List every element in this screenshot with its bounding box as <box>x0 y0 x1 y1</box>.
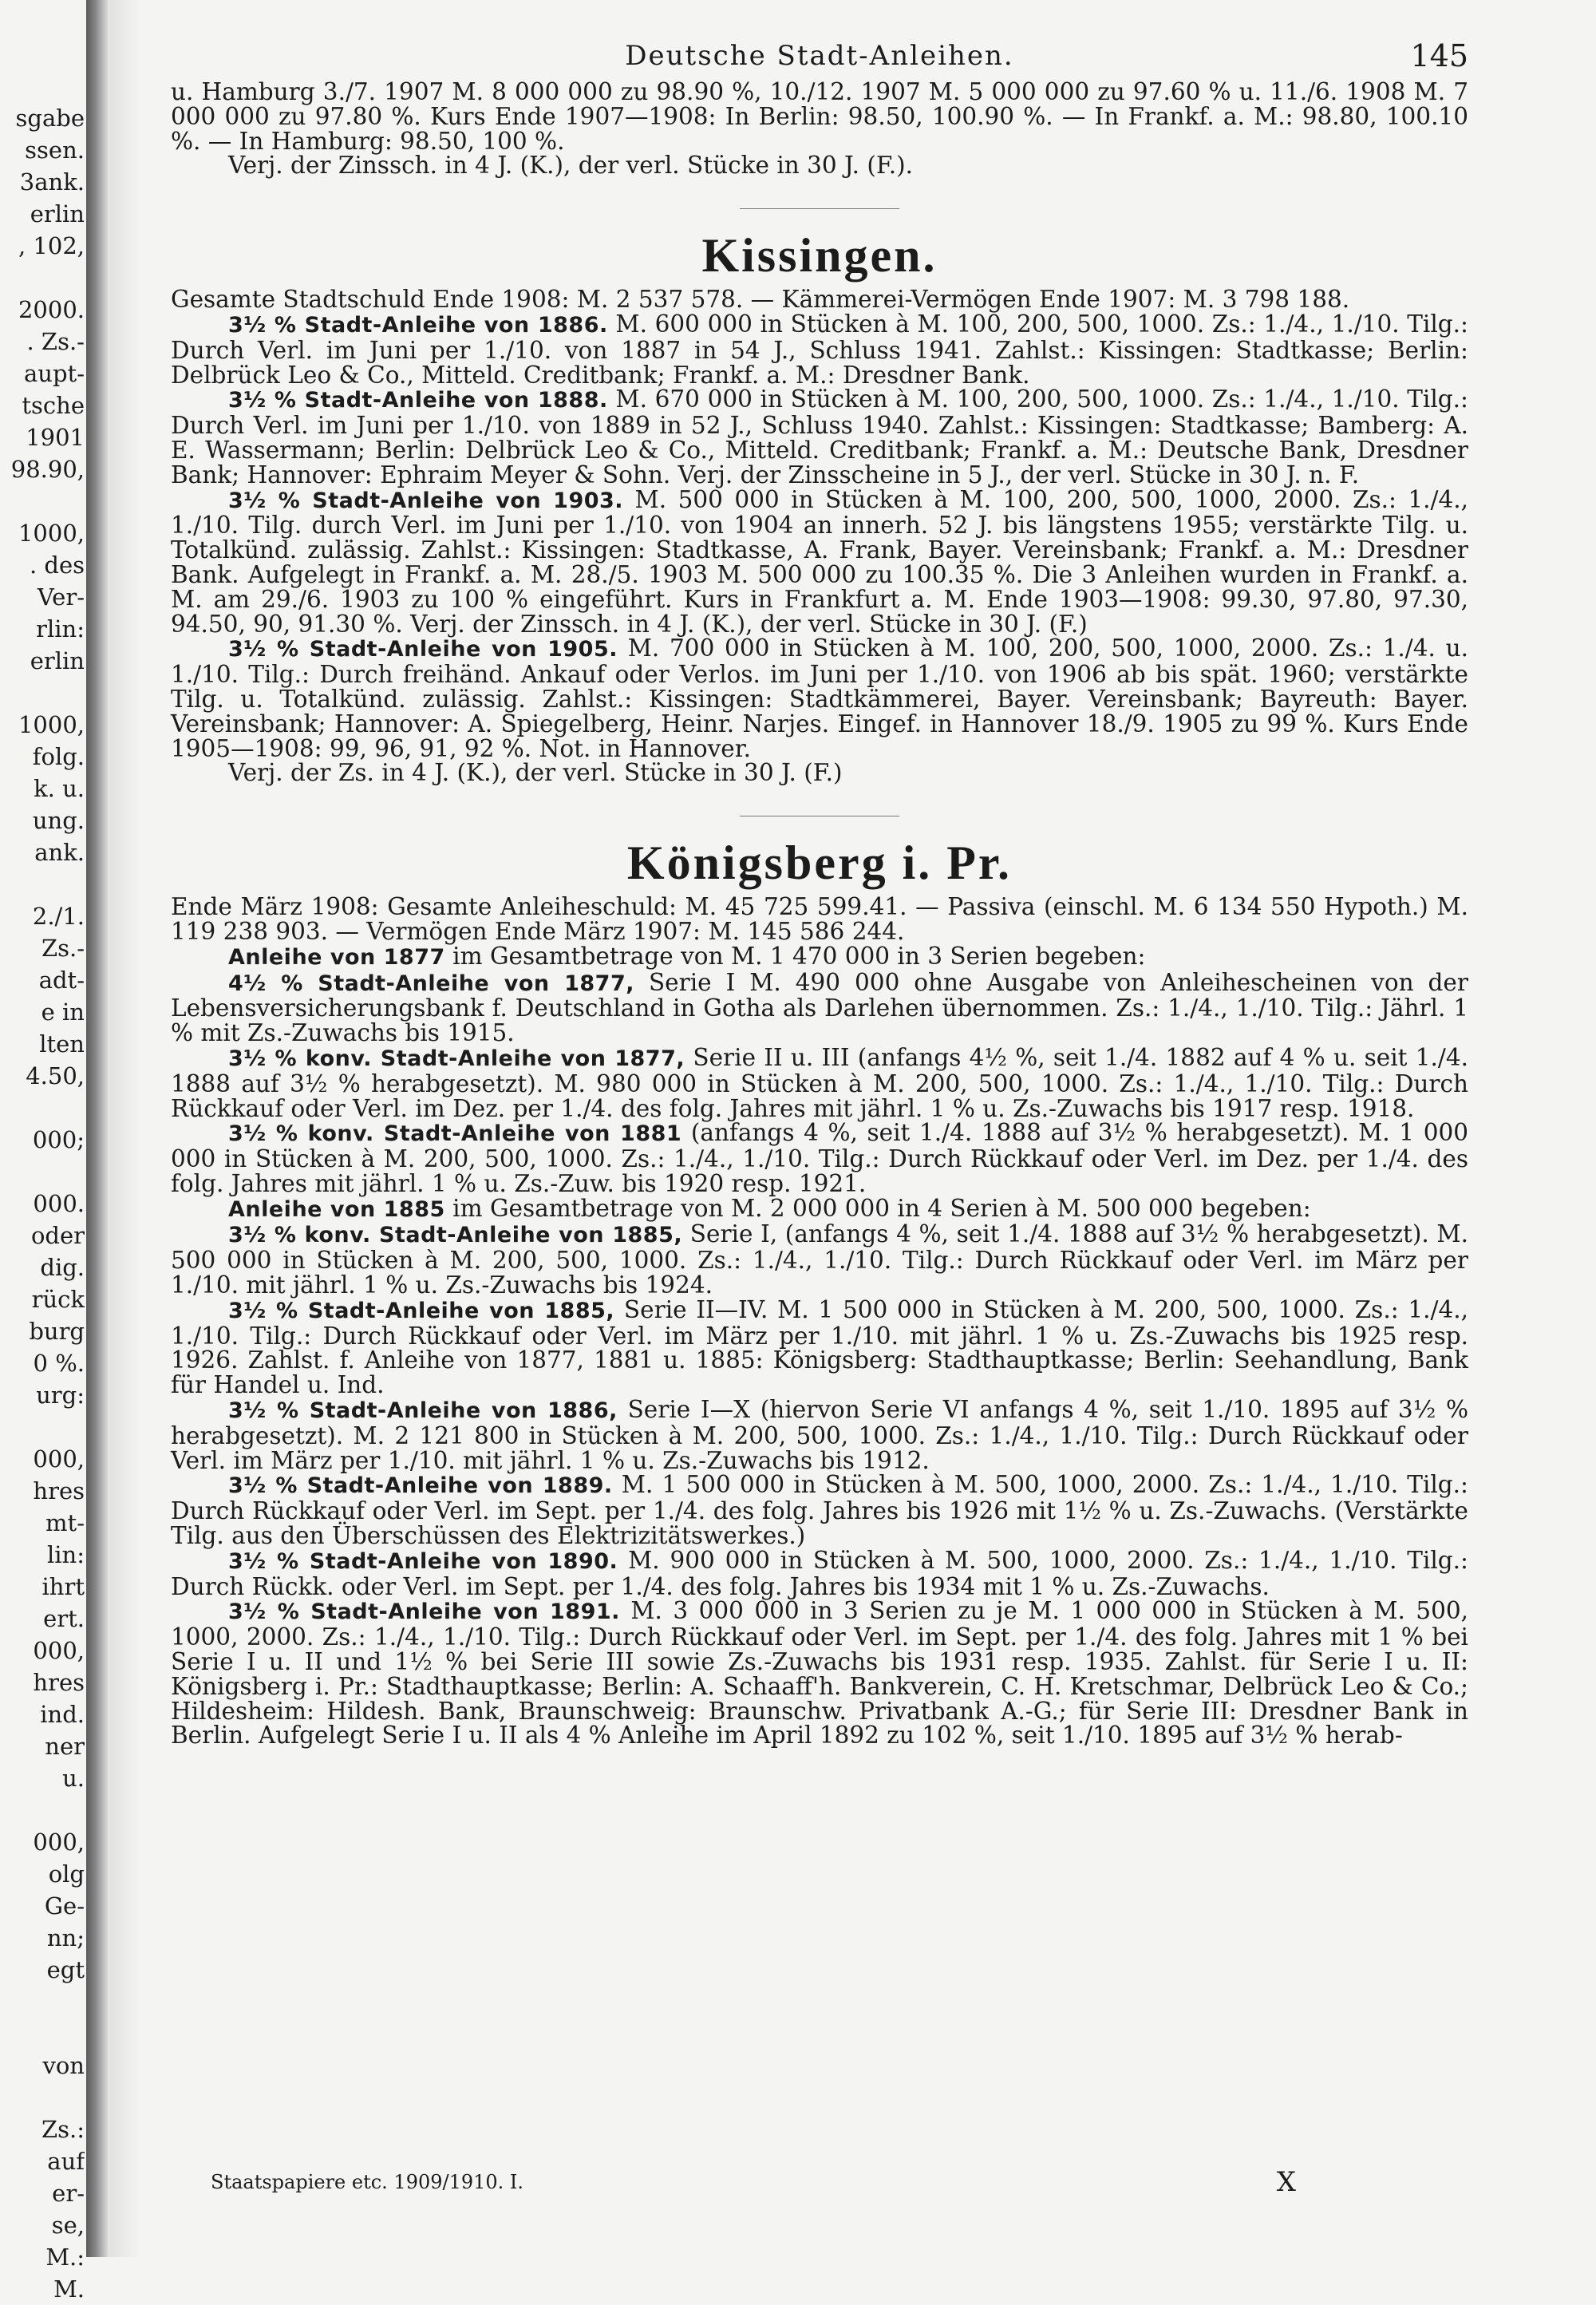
fragment-line: lin: <box>47 1541 85 1568</box>
fragment-line: olg <box>48 1860 85 1888</box>
loan-body: M. 3 000 000 in 3 Serien zu je M. 1 000 000 in Stücken à M. 500, 1000, 2000. Zs.: 1./4., 1./10. Tilg.: Durch Rückkauf oder Verl. im Sept. per 1./4. des folg. Jahres mit 1 % bei Serie I u. II und 1½ % bei Serie III sowie Zs.-Zuwachs bis 1931 resp. 1935. Zahlst. für Serie I u. II: Königsberg i. Pr.: Stadthauptkasse; Berlin: A. Schaaff'h. Bankverein, C. H. Kretschmar, Delbrück Leo & Co.; Hildesheim: Hildesh. Bank, Braunschweig: Braunschw. Privatbank A.-G.; für Serie III: Dresdner Bank in Berlin. Aufgelegt Serie I u. II als 4 % Anleihe im April 1892 zu 102 %, seit 1./10. 1895 auf 3½ % herab- <box>171 1597 1468 1750</box>
intro-paragraph: Verj. der Zinssch. in 4 J. (K.), der verl. Stücke in 30 J. (F.). <box>228 152 913 180</box>
footer-sheet-mark: X <box>1276 2166 1296 2198</box>
loan-body: Serie I—X (hiervon Serie VI anfangs 4 %, seit 1./10. 1895 auf 3½ % herabgesetzt). M. 2 121 800 in Stücken à M. 200, 500, 1000. Zs.: 1./4., 1./10. Tilg.: Durch Rückkauf oder Verl. im März per 1./10. mit jährl. 1 % u. Zs.-Zuwachs bis 1912. <box>171 1396 1469 1474</box>
fragment-line: erlin <box>30 647 85 674</box>
fragment-line <box>0 1986 85 2018</box>
loan-heading: 3½ % konv. Stadt-Anleihe von 1881 <box>228 1121 682 1147</box>
loan-heading: 3½ % Stadt-Anleihe von 1885, <box>228 1298 615 1323</box>
loan-heading: 3½ % Stadt-Anleihe von 1889. <box>228 1473 613 1499</box>
loan-body: Serie I M. 490 000 ohne Ausgabe von Anleihescheinen von der Lebensversicherungsbank f. Deutschland in Gotha als Darlehen übernommen. Zs.: 1./4., 1./10. Tilg.: Jährl. 1 % mit Zs.-Zuwachs bis 1915. <box>171 968 1468 1047</box>
fragment-line: tsche <box>22 392 85 419</box>
loan-body: Serie II—IV. M. 1 500 000 in Stücken à M. 200, 500, 1000. Zs.: 1./4., 1./10. Tilg.: Durch Rückkauf oder Verl. im März per 1./10. mit jährl. 1 % u. Zs.-Zuwachs bis 1925 resp. 1926. Zahlst. f. Anleihe von 1877, 1881 u. 1885: Königsberg: Stadthauptkasse; Berlin: Seehandlung, Bank für Handel u. Ind. <box>171 1295 1469 1399</box>
footer-signature: Staatspapiere etc. 1909/1910. I. <box>211 2171 524 2193</box>
fragment-line: Zs.- <box>41 935 85 962</box>
loan-entry <box>171 1548 1468 1599</box>
loan-heading: 3½ % Stadt-Anleihe von 1905. <box>228 637 618 662</box>
fragment-line <box>0 677 85 709</box>
fragment-line: lten <box>39 1030 85 1058</box>
running-head-title: Deutsche Stadt-Anleihen. <box>625 40 1014 72</box>
fragment-line <box>0 485 85 517</box>
fragment-line: ung. <box>32 807 85 834</box>
fragment-line: 000, <box>33 1637 85 1664</box>
loan-body: M. 700 000 in Stücken à M. 100, 200, 500, 1000, 2000. Zs.: 1./4. u. 1./10. Tilg.: Durch freihänd. Ankauf oder Verlos. im Juni per 1./10. von 1906 ab bis spät. 1960; verstärkte Tilg. u. Totalkünd. zulässig. Zahlst.: Kissingen: Stadtkämmerei, Bayer. Vereinsbank; Bayreuth: Bayer. Vereinsbank; Hannover: A. Spiegelberg, Heinr. Narjes. Eingef. in Hannover 18./9. 1905 zu 99 %. Kurs Ende 1905—1908: 99, 96, 91, 92 %. Not. in Hannover. <box>171 635 1468 762</box>
loan-body: (anfangs 4 %, seit 1./4. 1888 auf 3½ % herabgesetzt). M. 1 000 000 in Stücken à M. 200, 500, 1000. Zs.: 1./4., 1./10. Tilg.: Durch Rückkauf oder Verl. im Dez. per 1./4. des folg. Jahres mit jährl. 1 % u. Zs.-Zuw. bis 1920 resp. 1921. <box>171 1119 1469 1197</box>
fragment-line: M.: <box>45 2244 85 2271</box>
loan-heading: Anleihe von 1885 <box>228 1196 445 1222</box>
fragment-line: 1901 <box>26 424 85 451</box>
fragment-line: egt <box>46 1956 85 1983</box>
loan-body: im Gesamtbetrage von M. 1 470 000 in 3 Serien begeben: <box>444 942 1146 970</box>
loan-heading: 3½ % Stadt-Anleihe von 1891. <box>228 1599 620 1625</box>
fragment-line <box>0 1156 85 1188</box>
loan-body: M. 1 500 000 in Stücken à M. 500, 1000, 2000. Zs.: 1./4., 1./10. Tilg.: Durch Rückkauf oder Verl. im Sept. per 1./4. des folg. Jahres bis 1926 mit 1½ % u. Zs.-Zuwachs. (Verstärkte Tilg. aus den Überschüssen des Elektrizitätswerkes.) <box>171 1471 1468 1550</box>
loan-body: Serie I, (anfangs 4 %, seit 1./4. 1888 auf 3½ % herabgesetzt). M. 500 000 in Stücken à M. 200, 500, 1000. Zs.: 1./4., 1./10. Tilg.: Durch Rückkauf oder Verl. im März per 1./10. mit jährl. 1 % u. Zs.-Zuwachs bis 1924. <box>171 1220 1468 1299</box>
fragment-line: oder <box>30 1222 85 1249</box>
fragment-line: urg: <box>36 1382 85 1409</box>
fragment-line: rück <box>31 1286 85 1313</box>
fragment-line: se, <box>51 2212 85 2239</box>
fragment-line: 2000. <box>18 296 85 323</box>
fragment-line: 1000, <box>18 711 85 738</box>
fragment-line: Ver- <box>37 583 85 611</box>
page-fold-shadow <box>110 0 140 2257</box>
running-head <box>171 38 1468 80</box>
previous-page-fragment <box>0 102 85 2305</box>
fragment-line: 000. <box>33 1190 85 1217</box>
fragment-line: hres <box>33 1477 85 1504</box>
loan-heading: 3½ % Stadt-Anleihe von 1903. <box>228 488 624 513</box>
intro-paragraph: u. Hamburg 3./7. 1907 M. 8 000 000 zu 98.90 %, 10./12. 1907 M. 5 000 000 zu 97.60 % u. 11./6. 1908 M. 7 000 000 zu 97.80 %. Kurs Ende 1907—1908: In Berlin: 98.50, 100.90 %. — In Frankf. a. M.: 98.80, 100.10 %. — In Hamburg: 98.50, 100 %. <box>171 78 1468 155</box>
fragment-line: ert. <box>43 1605 85 1632</box>
loan-body: M. 500 000 in Stücken à M. 100, 200, 500, 1000, 2000. Zs.: 1./4., 1./10. Tilg. durch Verl. im Juni per 1./10. von 1904 an innerh. 52 J. bis längstens 1955; verstärkte Tilg. u. Totalkünd. zulässig. Zahlst.: Kissingen: Stadtkasse, A. Frank, Bayer. Vereinsbank; Frankf. a. M.: Dresdner Bank. Aufgelegt in Frankf. a. M. 28./5. 1903 M. 500 000 zu 100.35 %. Die 3 Anleihen wurden in Frankf. a. M. am 29./6. 1903 zu 100 % eingeführt. Kurs in Frankfurt a. M. Ende 1903—1908: 99.30, 97.80, 97.30, 94.50, 90, 91.30 %. Verj. der Zinssch. in 4 J. (K.), der verl. Stücke in 30 J. (F.) <box>171 485 1468 638</box>
fragment-line <box>0 2082 85 2113</box>
fragment-line: ssen. <box>25 136 85 164</box>
fragment-line: Ge- <box>44 1892 85 1920</box>
loan-entry <box>171 312 1468 387</box>
fragment-line: erlin <box>30 200 85 227</box>
fragment-line: dig. <box>40 1254 85 1281</box>
page-body <box>171 38 1468 1748</box>
loan-body: M. 900 000 in Stücken à M. 500, 1000, 2000. Zs.: 1./4., 1./10. Tilg.: Durch Rückk. oder Verl. im Sept. per 1./4. des folg. Jahres bis 1934 mit 1 % u. Zs.-Zuwachs. <box>171 1546 1468 1600</box>
fragment-line: . des <box>29 552 85 579</box>
loan-heading: Anleihe von 1877 <box>228 944 445 970</box>
fragment-line <box>0 868 85 900</box>
loan-heading: 4½ % Stadt-Anleihe von 1877, <box>228 971 634 996</box>
fragment-line: 000, <box>33 1445 85 1473</box>
fragment-line: u. <box>62 1765 85 1792</box>
loan-body: Serie II u. III (anfangs 4½ %, seit 1./4. 1882 auf 4 % u. seit 1./4. 1888 auf 3½ % herabgesetzt). M. 980 000 in Stücken à M. 200, 500, 1000. Zs.: 1./4., 1./10. Tilg.: Durch Rückkauf oder Verl. im Dez. per 1./4. des folg. Jahres mit jährl. 1 % u. Zs.-Zuwachs bis 1917 resp. 1918. <box>171 1043 1468 1122</box>
section-lead: Ende März 1908: Gesamte Anleiheschuld: M. 45 725 599.41. — Passiva (einschl. M. 6 134 550 Hypoth.) M. 119 238 903. — Vermögen Ende März 1907: M. 145 586 244. <box>171 893 1468 945</box>
page-number: 145 <box>1410 38 1468 73</box>
fragment-line: aupt- <box>24 360 85 387</box>
fragment-line: 3ank. <box>19 168 85 196</box>
fragment-line: hres <box>33 1669 85 1696</box>
loan-body: M. 600 000 in Stücken à M. 100, 200, 500, 1000. Zs.: 1./4., 1./10. Tilg.: Durch Verl. im Juni per 1./10. von 1887 in 54 J., Schluss 1941. Zahlst.: Kissingen: Stadtkasse; Berlin: Delbrück Leo & Co., Mitteld. Creditbank; Frankf. a. M.: Dresdner Bank. <box>171 310 1468 389</box>
fragment-line <box>0 1092 85 1124</box>
loan-heading: 3½ % konv. Stadt-Anleihe von 1877, <box>228 1046 685 1071</box>
fragment-line: k. u. <box>34 775 85 802</box>
section-divider <box>740 208 899 209</box>
fragment-line: nn; <box>46 1924 85 1951</box>
fragment-line: . Zs.- <box>26 328 85 355</box>
loan-entry <box>171 636 1468 761</box>
fragment-line: burg <box>29 1318 85 1345</box>
fragment-line <box>0 262 85 294</box>
fragment-line: M. <box>53 2275 85 2303</box>
fragment-line: auf <box>47 2148 85 2175</box>
fragment-line <box>0 2018 85 2050</box>
fragment-line: 2./1. <box>32 903 85 930</box>
fragment-line: sgabe <box>15 105 85 132</box>
fragment-line: ank. <box>34 839 85 866</box>
loan-entry <box>171 1599 1468 1748</box>
fragment-line <box>0 1411 85 1443</box>
loan-entry <box>171 968 1468 1047</box>
fragment-line: ner <box>45 1733 85 1760</box>
fragment-line: mt- <box>45 1509 85 1536</box>
fragment-line: 000, <box>33 1829 85 1856</box>
loan-entry <box>171 944 1468 971</box>
loan-entry <box>171 485 1468 638</box>
fragment-line <box>0 1794 85 1826</box>
fragment-line: 1000, <box>18 520 85 547</box>
loan-body: M. 670 000 in Stücken à M. 100, 200, 500, 1000. Zs.: 1./4., 1./10. Tilg.: Durch Verl. im Juni per 1./10. von 1889 in 52 J., Schluss 1940. Zahlst.: Kissingen: Stadtkasse; Bamberg: A. E. Wassermann; Berlin: Delbrück Leo & Co., Mitteld. Creditbank; Frankf. a. M.: Deutsche Bank, Dresdner Bank; Hannover: Ephraim Meyer & Sohn. Verj. der Zinsscheine in 5 J., der verl. Stücke in 30 J. n. F. <box>171 385 1468 488</box>
loan-heading: 3½ % Stadt-Anleihe von 1888. <box>228 388 608 413</box>
loan-heading: 3½ % Stadt-Anleihe von 1890. <box>228 1548 618 1574</box>
fragment-line: er- <box>52 2180 85 2207</box>
fragment-line: Zs.: <box>41 2116 85 2143</box>
section-title: Kissingen. <box>701 229 938 283</box>
loan-entry <box>171 1473 1468 1548</box>
fragment-line: adt- <box>38 967 85 994</box>
fragment-line: 0 %. <box>33 1350 85 1377</box>
fragment-line: folg. <box>32 743 85 770</box>
loan-heading: 3½ % konv. Stadt-Anleihe von 1885, <box>228 1223 683 1248</box>
loan-heading: 3½ % Stadt-Anleihe von 1886. <box>228 312 608 338</box>
fragment-line: von <box>42 2052 85 2079</box>
binding-gutter <box>86 0 110 2257</box>
loan-body: im Gesamtbetrage von M. 2 000 000 in 4 Serien à M. 500 000 begeben: <box>444 1194 1311 1222</box>
loan-entry <box>171 1295 1469 1399</box>
loan-entry <box>171 387 1468 487</box>
section-title: Königsberg i. Pr. <box>626 836 1013 890</box>
fragment-line: , 102, <box>18 232 85 259</box>
loan-entry <box>171 1222 1468 1297</box>
loan-heading: 3½ % Stadt-Anleihe von 1886, <box>228 1398 618 1424</box>
fragment-line: rlin: <box>36 615 85 642</box>
sections-container <box>171 208 1468 1748</box>
fragment-line: 98.90, <box>10 456 85 483</box>
loan-entry <box>171 1196 1468 1223</box>
section-lead: Gesamte Stadtschuld Ende 1908: M. 2 537 578. — Kämmerei-Vermögen Ende 1907: M. 3 798 188. <box>171 286 1350 314</box>
section-closing: Verj. der Zs. in 4 J. (K.), der verl. Stücke in 30 J. (F.) <box>228 759 843 787</box>
fragment-line: 4.50, <box>26 1062 85 1089</box>
fragment-line: ihrt <box>41 1573 85 1600</box>
loan-entry <box>171 1043 1468 1122</box>
fragment-line: e in <box>41 998 85 1026</box>
fragment-line: 000; <box>32 1126 85 1153</box>
fragment-line: ind. <box>40 1701 85 1728</box>
loan-entry <box>171 1398 1468 1473</box>
loan-entry <box>171 1121 1468 1196</box>
